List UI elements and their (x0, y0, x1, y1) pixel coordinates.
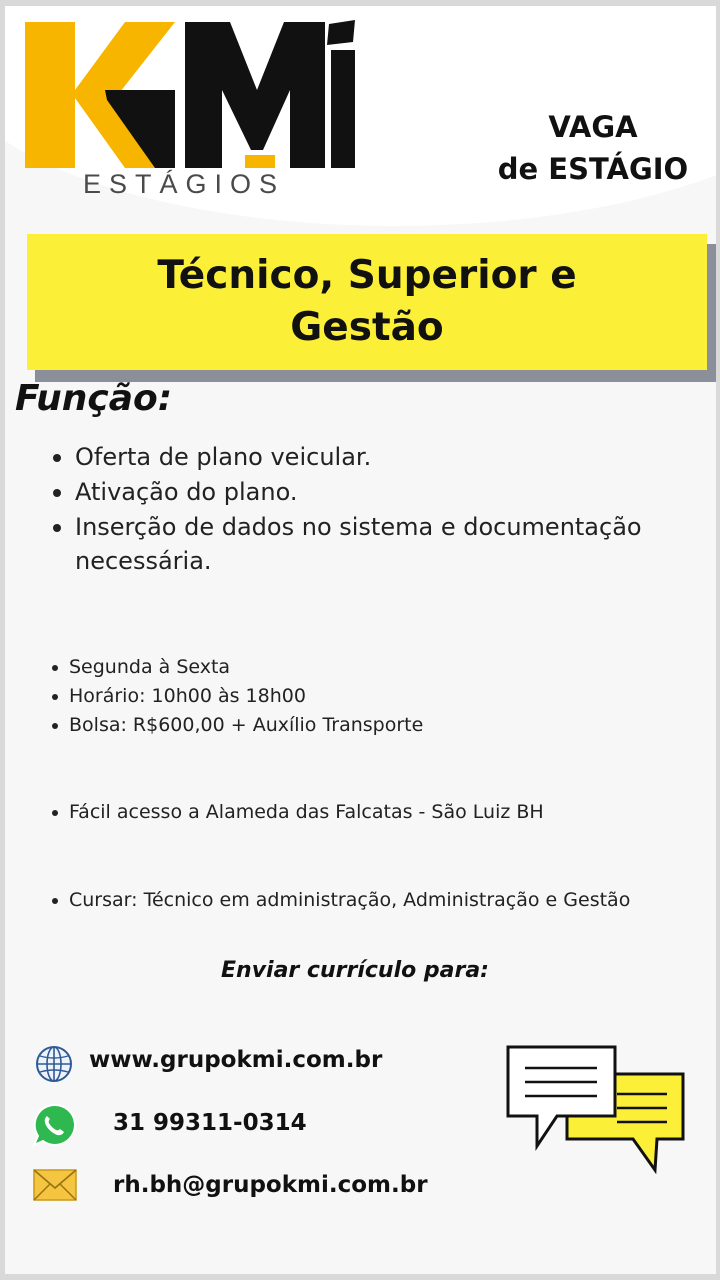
job-header (493, 106, 693, 190)
list-item: Fácil acesso a Alameda das Falcatas - São Luiz BH (50, 798, 710, 827)
job-poster (5, 6, 716, 1274)
title-banner (27, 234, 707, 370)
list-item: Segunda à Sexta (50, 653, 710, 682)
banner-title: Técnico, Superior e Gestão (157, 253, 577, 350)
globe-icon (35, 1045, 73, 1083)
function-list (50, 440, 670, 579)
list-item: Oferta de plano veicular. (50, 440, 670, 474)
job-header-line2: de ESTÁGIO (497, 152, 689, 186)
email-address[interactable]: rh.bh@grupokmi.com.br (113, 1172, 428, 1198)
list-item: Ativação do plano. (50, 475, 670, 509)
requirements-list (50, 886, 710, 915)
chat-bubbles-icon (505, 1044, 690, 1174)
list-item: Cursar: Técnico em administração, Administração e Gestão (50, 886, 710, 915)
list-item: Horário: 10h00 às 18h00 (50, 682, 710, 711)
list-item: Bolsa: R$600,00 + Auxílio Transporte (50, 711, 710, 740)
schedule-list (50, 653, 710, 740)
logo-subtitle: ESTÁGIOS (83, 169, 286, 199)
send-resume-title: Enviar currículo para: (221, 958, 489, 983)
location-list (50, 798, 710, 827)
job-header-line1: VAGA (548, 110, 638, 144)
whatsapp-icon (31, 1102, 77, 1148)
list-item: Inserção de dados no sistema e documentação necessária. (50, 510, 670, 578)
phone-number[interactable]: 31 99311-0314 (113, 1110, 307, 1136)
envelope-icon (33, 1169, 77, 1201)
website-link[interactable]: www.grupokmi.com.br (89, 1047, 383, 1073)
function-title: Função: (15, 378, 173, 419)
